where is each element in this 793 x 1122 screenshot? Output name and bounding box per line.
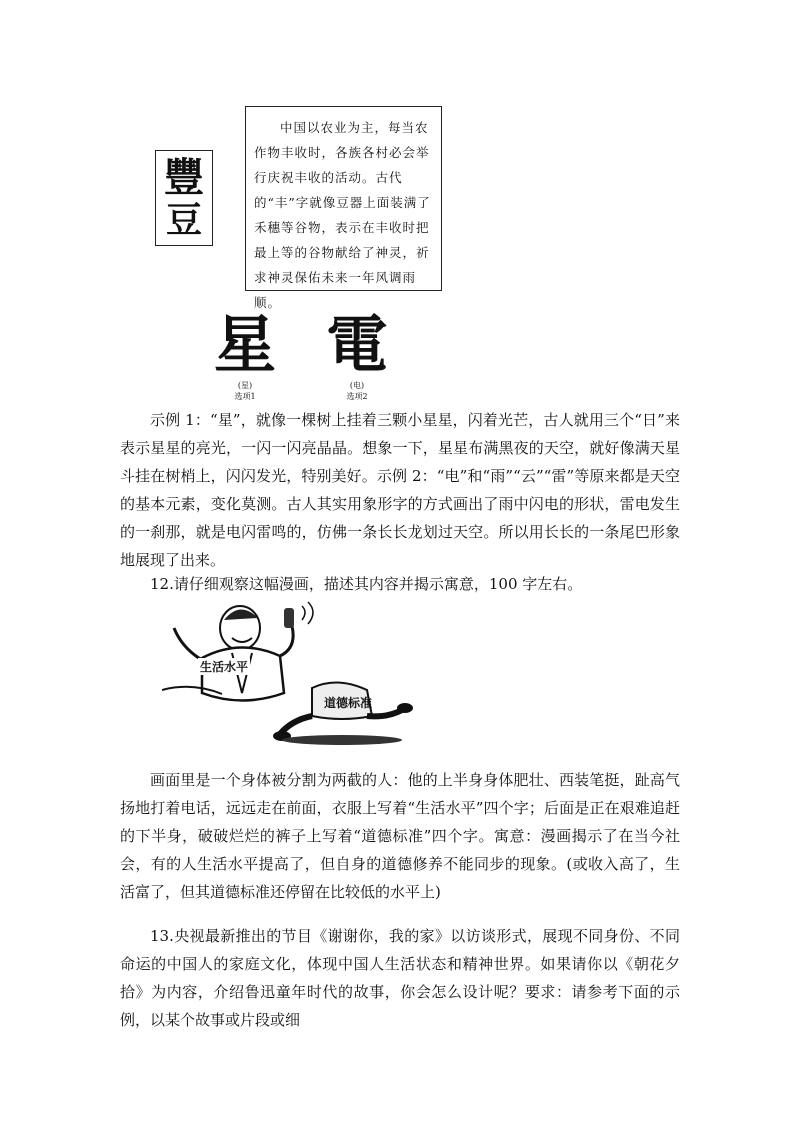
option-1-glyph: 星: [213, 308, 276, 381]
cartoon-label-living-standard: 生活水平: [200, 660, 249, 674]
seal-feng-character: [155, 150, 213, 246]
feng-explanation-box: [245, 106, 442, 310]
cartoon-illustration: [162, 598, 420, 748]
answer-12: 画面里是一个身体被分割为两截的人：他的上半身身体肥壮、西装笔挺，趾高气扬地打着电话，远远走在前面，衣服上写着“生活水平”四个字；后面是正在艰难追赶的下半身，破破烂烂的裤子上写着“道德标准”四个字。寓意：漫画揭示了在当今社会，有的人生活水平提高了，但自身的道德修养不能同步的现象。(或收入高了，生活富了，但其道德标准还停留在比较低的水平上): [120, 771, 680, 901]
option-2-glyph: 電: [325, 308, 388, 381]
option-2: [322, 310, 392, 402]
seal-feng-top-glyph: 豐: [164, 154, 204, 201]
option-2-label: 选项2: [346, 392, 368, 401]
question-13: 13.央视最新推出的节目《谢谢你，我的家》以访谈形式，展现不同身份、不同命运的中国人的家庭文化，体现中国人生活状态和精神世界。如果请你以《朝花夕拾》为内容，介绍鲁迅童年时代的故事，你会怎么设计呢？要求：请参考下面的示例，以某个故事或片段或细: [120, 927, 680, 1029]
option-1-label: 选项1: [234, 392, 256, 401]
question-12: 12.请仔细观察这幅漫画，描述其内容并揭示寓意，100 字左右。: [150, 575, 583, 593]
examples-paragraph: 示例 1：“星”，就像一棵树上挂着三颗小星星，闪着光芒，古人就用三个“日”来表示星星的亮光，一闪一闪亮晶晶。想象一下，星星布满黑夜的天空，就好像满天星斗挂在树梢上，闪闪发光，特别美好。示例 2：“电”和“雨”“云”“雷”等原来都是天空的基本元素，变化莫测。古人其实用象形字的方式画出了雨中闪电的形状，雷电发生的一刹那，就是电闪雷鸣的，仿佛一条长长龙划过天空。所以用长长的一条尾巴形象地展现了出来。: [120, 411, 680, 569]
option-2-char-label: (电): [349, 381, 365, 390]
option-1-char-label: (星): [237, 381, 253, 390]
option-1: [210, 310, 280, 402]
cartoon-label-moral-standard: 道德标准: [324, 696, 373, 710]
seal-feng-bottom-glyph: 豆: [165, 199, 202, 241]
feng-explanation-text: 中国以农业为主，每当农作物丰收时，各族各村必会举行庆祝丰收的活动。古代的“丰”字就像豆器上面装满了禾穗等谷物，表示在丰收时把最上等的谷物献给了神灵，祈求神灵保佑未来一年风调雨顺。: [254, 120, 431, 310]
